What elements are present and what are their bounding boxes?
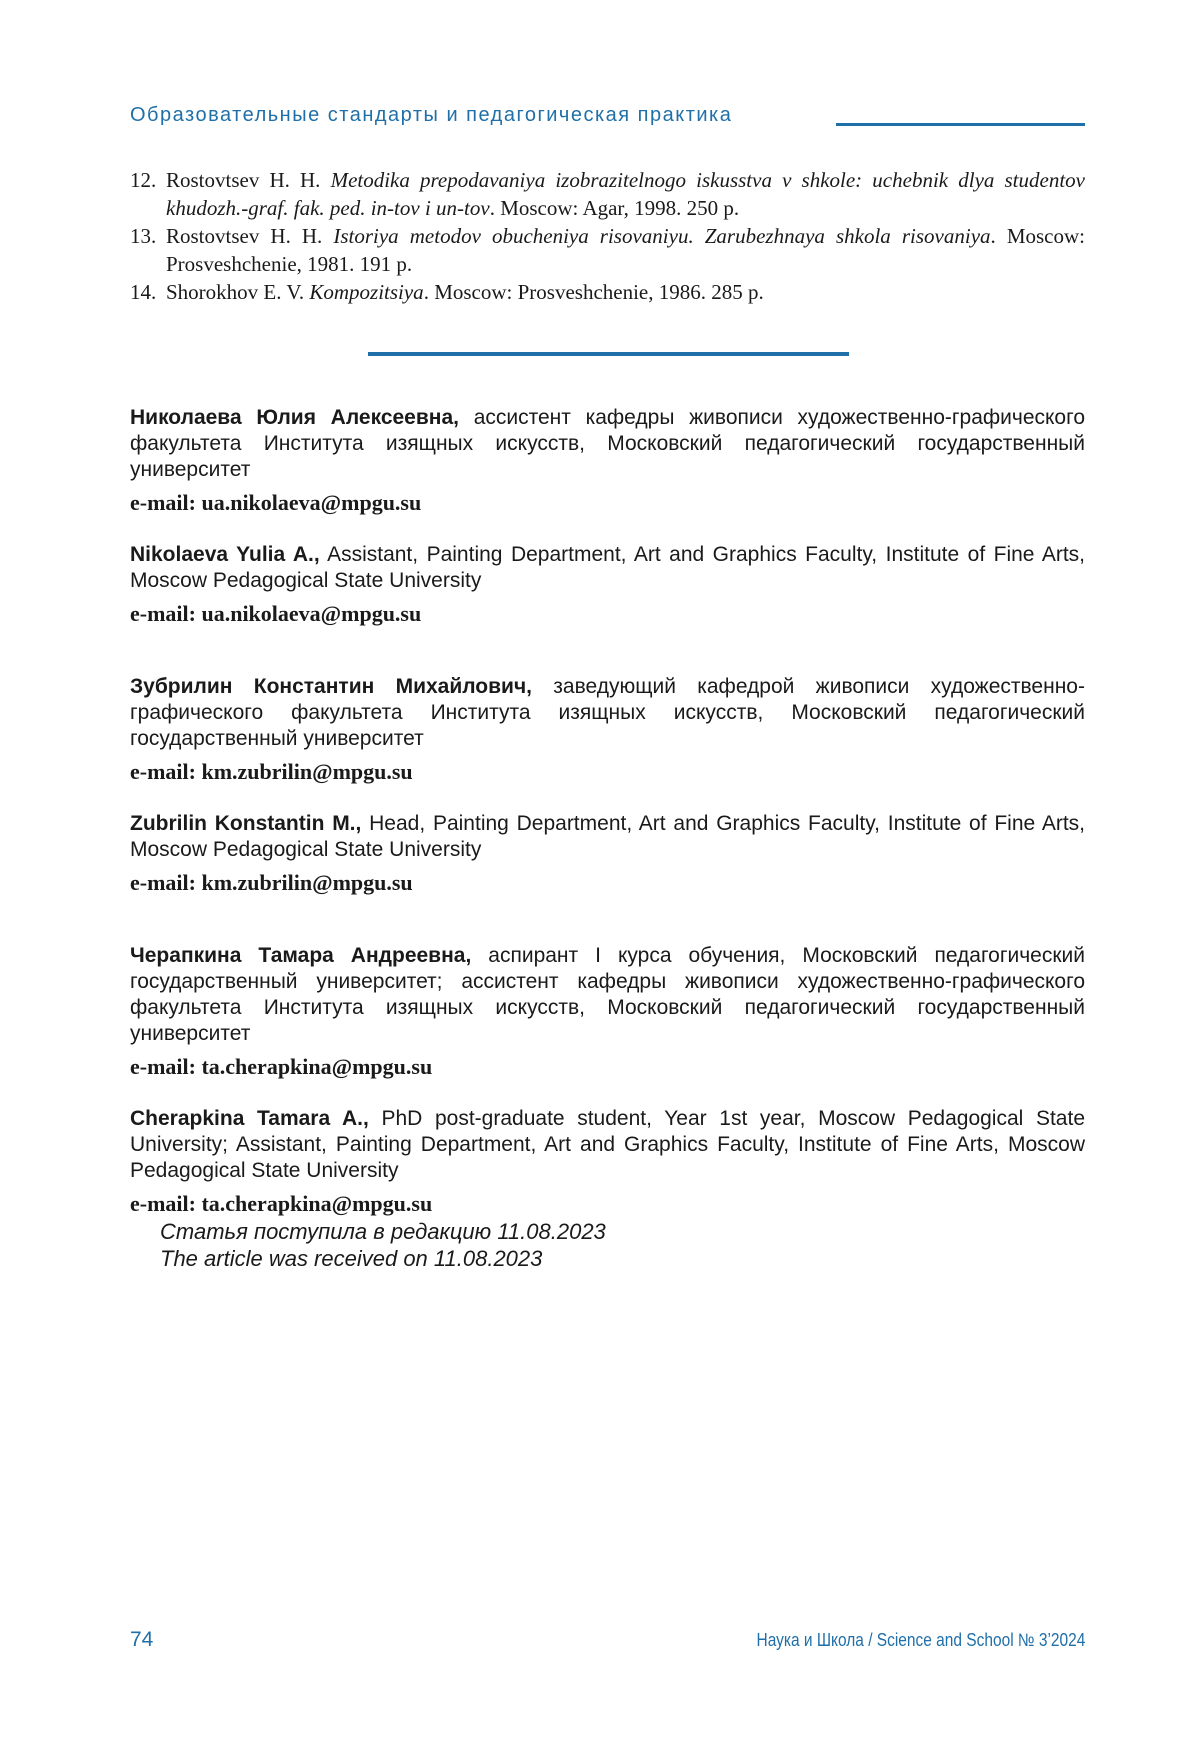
reference-title: Metodika prepodavaniya izobrazitelnogo iskusstva v shkole: uchebnik dlya studentov khudozh.-graf. fak. ped. in-tov i un-tov — [166, 168, 1085, 220]
author-affiliation-ru: аспирант I курса обучения, Московский педагогический государственный университет; ассистент кафедры живописи художественно-графического факультета Института изящных искусств, Московский педагогический государственный университет — [130, 944, 1086, 1045]
journal-footer: Наука и Школа / Science and School № 3’2024 — [756, 1630, 1085, 1650]
page-number: 74 — [130, 1628, 154, 1651]
author-name-en: Cherapkina Tamara A., — [130, 1107, 369, 1130]
references-list — [130, 166, 1085, 306]
author-bio-en — [130, 811, 1085, 863]
author-affiliation-en: PhD post-graduate student, Year 1st year, Moscow Pedagogical State University; Assistant, Painting Department, Art and Graphics Faculty, Institute of Fine Arts, Moscow Pedagogical State University — [130, 1107, 1085, 1182]
received-note — [160, 1218, 606, 1272]
reference-title: Istoriya metodov obucheniya risovaniyu. Zarubezhnaya shkola risovaniya — [333, 224, 991, 248]
reference-publisher: . Moscow: Prosveshchenie, 1986. 285 p. — [423, 280, 764, 304]
header-rule — [836, 123, 1085, 126]
author-affiliation-en: Assistant, Painting Department, Art and Graphics Faculty, Institute of Fine Arts, Moscow Pedagogical State University — [130, 543, 1085, 592]
author-affiliation-ru: ассистент кафедры живописи художественно-графического факультета Института изящных искусств, Московский педагогический государственный университет — [130, 406, 1085, 481]
author-email: e-mail: ta.cherapkina@mpgu.su — [130, 1191, 433, 1216]
reference-publisher: . Moscow: Agar, 1998. 250 p. — [489, 196, 740, 220]
reference-number: 12. — [130, 168, 157, 192]
author-block-zubrilin — [130, 674, 1085, 897]
reference-title: Kompozitsiya — [309, 280, 424, 304]
reference-publisher: . Moscow: Prosveshchenie, 1981. 191 p. — [166, 224, 1086, 276]
reference-authors: Shorokhov E. V. — [166, 280, 305, 304]
author-email: e-mail: ta.cherapkina@mpgu.su — [130, 1054, 433, 1079]
author-info — [130, 405, 1085, 1218]
author-name-ru: Николаева Юлия Алексеевна, — [130, 406, 459, 429]
author-name-ru: Черапкина Тамара Андреевна, — [130, 944, 472, 967]
received-date-ru: Статья поступила в редакцию 11.08.2023 — [160, 1219, 606, 1244]
running-header — [130, 104, 1085, 130]
reference-item — [130, 222, 1085, 278]
running-header-title: Образовательные стандарты и педагогическая практика — [130, 104, 733, 126]
author-block-nikolaeva — [130, 405, 1085, 628]
author-bio-ru — [130, 943, 1085, 1047]
reference-number: 14. — [130, 280, 157, 304]
author-affiliation-en: Head, Painting Department, Art and Graphics Faculty, Institute of Fine Arts, Moscow Pedagogical State University — [130, 812, 1085, 861]
reference-item — [130, 278, 1085, 306]
author-name-en: Zubrilin Konstantin M., — [130, 812, 362, 835]
reference-item — [130, 166, 1085, 222]
reference-authors: Rostovtsev H. H. — [166, 224, 323, 248]
author-email: e-mail: ua.nikolaeva@mpgu.su — [130, 601, 422, 626]
reference-number: 13. — [130, 224, 157, 248]
author-name-en: Nikolaeva Yulia A., — [130, 543, 320, 566]
author-email: e-mail: km.zubrilin@mpgu.su — [130, 870, 413, 895]
author-bio-ru — [130, 674, 1085, 752]
received-date-en: The article was received on 11.08.2023 — [160, 1246, 543, 1271]
author-block-cherapkina — [130, 943, 1085, 1218]
author-email: e-mail: km.zubrilin@mpgu.su — [130, 759, 413, 784]
author-name-ru: Зубрилин Константин Михайлович, — [130, 675, 532, 698]
author-bio-ru — [130, 405, 1085, 483]
author-affiliation-ru: заведующий кафедрой живописи художественно-графического факультета Института изящных искусств, Московский педагогический государственный университет — [130, 675, 1085, 750]
author-bio-en — [130, 542, 1085, 594]
author-bio-en — [130, 1106, 1085, 1184]
reference-authors: Rostovtsev H. H. — [166, 168, 321, 192]
author-email: e-mail: ua.nikolaeva@mpgu.su — [130, 490, 422, 515]
section-divider — [368, 352, 849, 356]
